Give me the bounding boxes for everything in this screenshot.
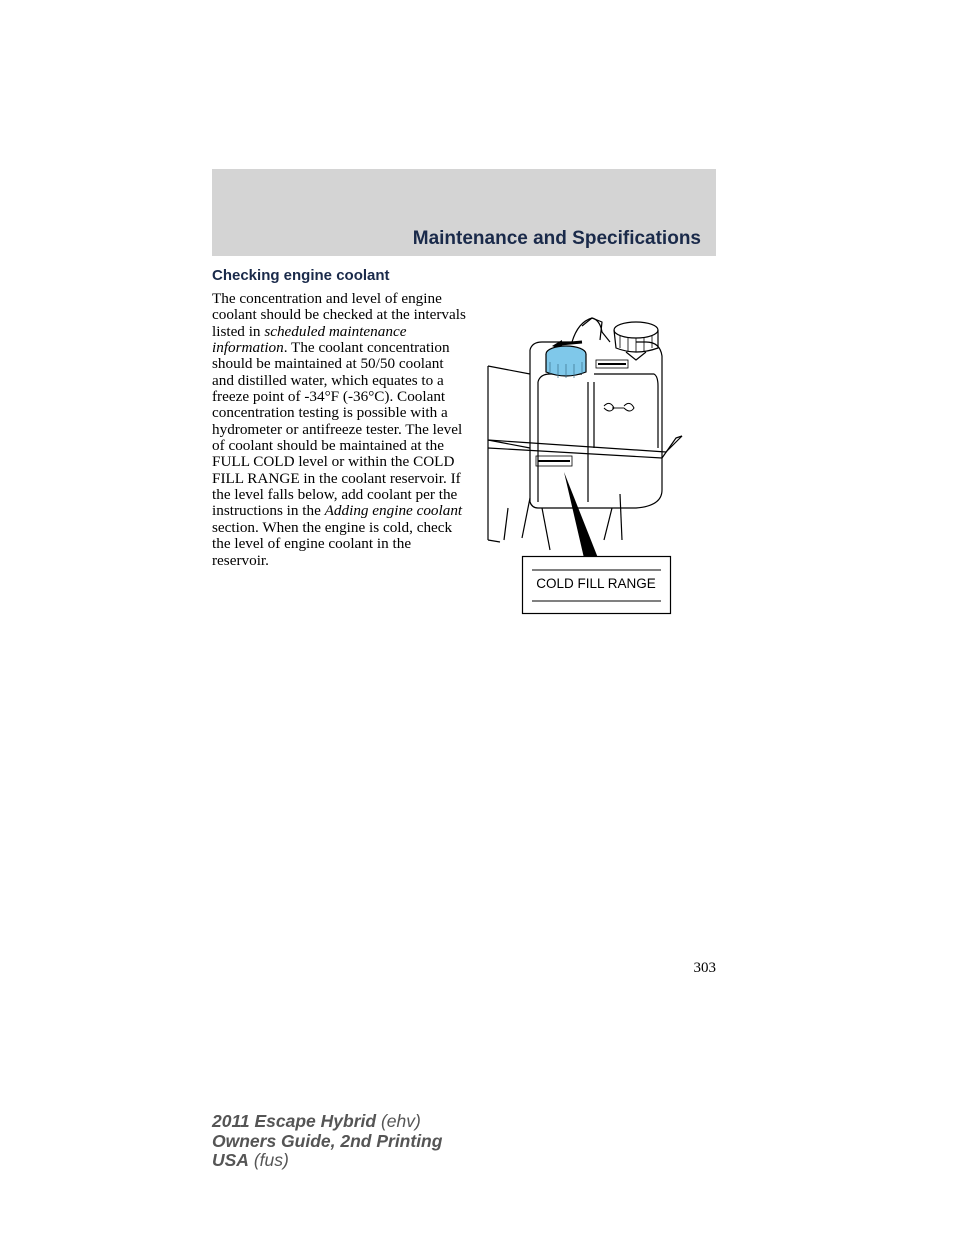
body-text-3: section. When the engine is cold, check the level of engine coolant in the reservoir. — [212, 518, 453, 569]
footer-line-1 — [212, 1112, 442, 1132]
subsection-heading: Checking engine coolant — [212, 267, 390, 284]
section-title: Maintenance and Specifications — [412, 228, 701, 249]
footer-market: USA — [212, 1150, 249, 1170]
footer-model-code: (ehv) — [376, 1111, 421, 1131]
footer — [212, 1112, 442, 1171]
footer-line-2 — [212, 1132, 442, 1152]
coolant-reservoir-illustration — [486, 312, 686, 618]
adding-engine-coolant-reference: Adding engine coolant — [324, 502, 463, 520]
body-text-2: . The coolant concentration should be maintained at 50/50 coolant and distilled water, which equates to a freeze point of -34°F (-36°C). Coolant concentration testing is possible with a hydrometer or antifreeze tester. The level of coolant should be maintained at the FULL COLD level or within the COLD FILL RANGE in the coolant reservoir. If the level falls below, add coolant per the instructions in the — [212, 339, 463, 520]
footer-model: 2011 Escape Hybrid — [212, 1111, 377, 1131]
footer-edition: Owners Guide, 2nd Printing — [212, 1130, 443, 1151]
coolant-reservoir-drawing — [486, 312, 686, 618]
footer-line-3 — [212, 1151, 442, 1171]
section-header-band — [212, 169, 716, 256]
body-paragraph — [212, 291, 468, 569]
scheduled-maintenance-reference: scheduled maintenance information — [212, 322, 407, 357]
footer-market-code: (fus) — [248, 1150, 289, 1170]
cold-fill-range-label: COLD FILL RANGE — [536, 576, 656, 591]
body-text-1: The concentration and level of engine coolant should be checked at the intervals listed in — [212, 290, 466, 340]
page-number: 303 — [693, 960, 716, 976]
